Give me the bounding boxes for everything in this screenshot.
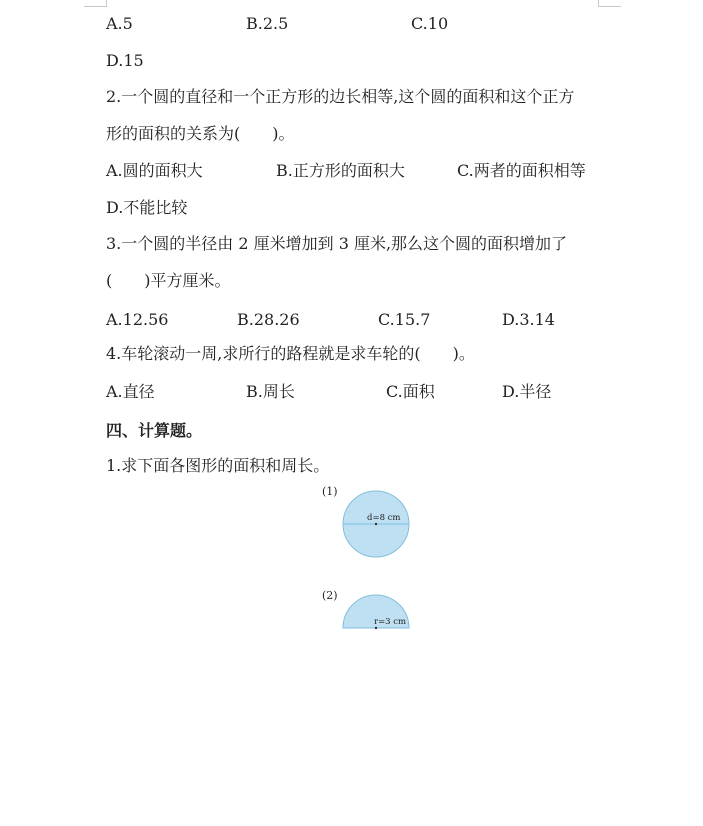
q2-text-line2: 形的面积的关系为( )。	[106, 124, 295, 143]
q3-option-b: B.28.26	[237, 310, 300, 329]
q3-text-line1: 3.一个圆的半径由 2 厘米增加到 3 厘米,那么这个圆的面积增加了	[106, 234, 568, 253]
q4-option-c: C.面积	[386, 382, 435, 401]
q3-text-line2: ( )平方厘米。	[106, 271, 231, 290]
q2-option-a: A.圆的面积大	[106, 161, 203, 180]
q2-option-b: B.正方形的面积大	[276, 161, 405, 180]
q4-option-d: D.半径	[502, 382, 552, 401]
diameter-label: d=8 cm	[367, 513, 401, 523]
figure-1-circle	[340, 489, 412, 561]
q3-option-c: C.15.7	[378, 310, 431, 329]
q2-text-line1: 2.一个圆的直径和一个正方形的边长相等,这个圆的面积和这个正方	[106, 87, 575, 106]
q1-option-a: A.5	[106, 14, 133, 33]
q1-option-b: B.2.5	[246, 14, 289, 33]
q4-text-line1: 4.车轮滚动一周,求所行的路程就是求车轮的( )。	[106, 344, 475, 363]
radius-label: r=3 cm	[374, 617, 407, 627]
figure-2-semicircle	[340, 593, 412, 633]
calc-question-1: 1.求下面各图形的面积和周长。	[106, 456, 330, 475]
figure-1-label: (1)	[322, 485, 338, 498]
page-corner-mark-right	[598, 0, 621, 7]
section-title: 四、计算题。	[106, 421, 203, 440]
q3-option-d: D.3.14	[502, 310, 555, 329]
q4-option-b: B.周长	[246, 382, 295, 401]
q2-option-c: C.两者的面积相等	[457, 161, 586, 180]
center-point	[375, 627, 377, 629]
page-corner-mark-left	[84, 0, 107, 7]
q2-option-d: D.不能比较	[106, 198, 188, 217]
figure-2-label: (2)	[322, 589, 338, 602]
q4-option-a: A.直径	[106, 382, 155, 401]
q3-option-a: A.12.56	[106, 310, 169, 329]
q1-option-c: C.10	[411, 14, 449, 33]
q1-option-d: D.15	[106, 51, 144, 70]
center-point	[375, 523, 377, 525]
